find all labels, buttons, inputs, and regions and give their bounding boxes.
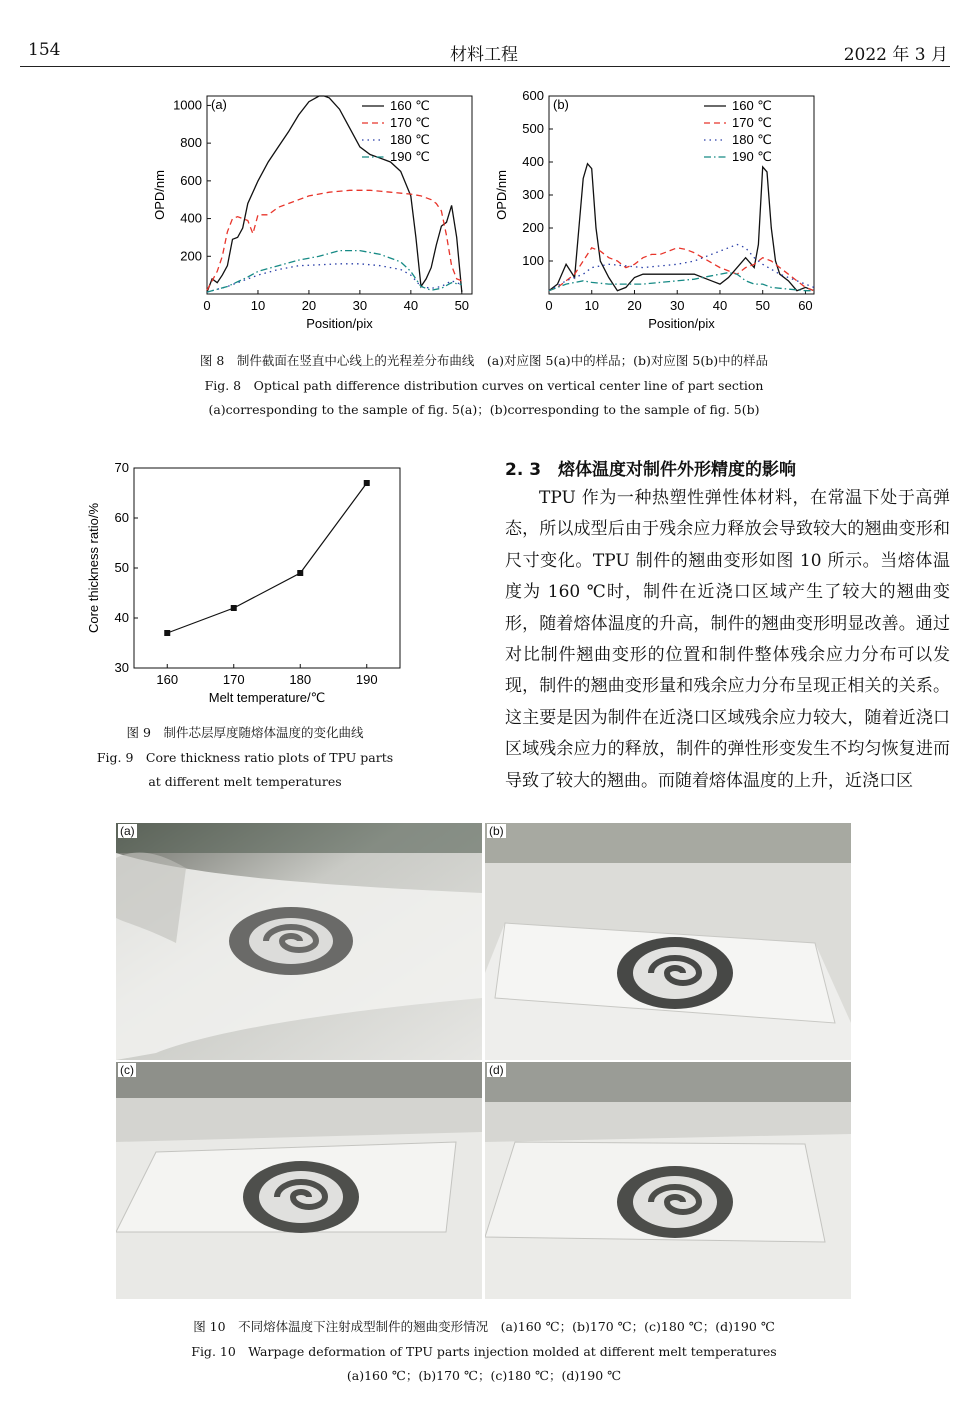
y-tick-label: 40 (114, 610, 129, 625)
y-tick-label: 200 (180, 248, 202, 264)
data-point (164, 630, 170, 636)
x-tick-label: 30 (352, 298, 368, 313)
x-tick-label: 50 (454, 298, 470, 313)
issue-date: 2022 年 3 月 (843, 45, 948, 65)
warped-part-photo-b (485, 823, 851, 1060)
legend-label: 170 ℃ (732, 115, 772, 130)
legend-label: 180 ℃ (390, 132, 430, 147)
fig10-photo-c (116, 1062, 482, 1299)
data-line (167, 483, 366, 633)
y-tick-label: 400 (522, 154, 544, 169)
data-point (297, 570, 303, 576)
x-tick-label: 40 (712, 298, 728, 313)
y-tick-label: 70 (114, 460, 129, 475)
fig10-photo-b (485, 823, 851, 1060)
y-tick-label: 300 (522, 187, 544, 202)
series-line-160 (549, 164, 814, 291)
x-tick-label: 10 (250, 298, 266, 313)
x-tick-label: 40 (403, 298, 419, 313)
legend-label: 170 ℃ (390, 115, 430, 130)
y-tick-label: 200 (522, 220, 544, 235)
fig8-caption-en-2: (a)corresponding to the sample of fig. 5(a)；(b)corresponding to the sample of fig. 5(b) (208, 402, 760, 417)
fig10-caption-en-1: Fig. 10 Warpage deformation of TPU parts injection molded at different melt temperatures (191, 1344, 777, 1359)
x-tick-label: 170 (222, 672, 245, 687)
fig10-photo-d (485, 1062, 851, 1299)
warped-part-photo-d (485, 1062, 851, 1299)
x-tick-label: 10 (584, 298, 599, 313)
series-line-190 (207, 251, 462, 293)
fig10-label-d: (d) (489, 1063, 504, 1077)
x-tick-label: 60 (798, 298, 813, 313)
fig8-caption-en-1: Fig. 8 Optical path difference distribution curves on vertical center line of part section (204, 378, 764, 393)
section-title: 2. 3 熔体温度对制件外形精度的影响 (505, 460, 797, 480)
x-tick-label: 20 (627, 298, 642, 313)
plot-frame (549, 96, 814, 294)
section-body (505, 483, 950, 797)
panel-label: (a) (211, 97, 227, 112)
fig10-label-c: (c) (120, 1063, 134, 1077)
y-tick-label: 600 (180, 172, 202, 188)
y-tick-label: 100 (522, 253, 544, 268)
plot-frame (134, 468, 400, 668)
x-tick-label: 0 (203, 298, 211, 313)
legend-label: 180 ℃ (732, 132, 772, 147)
fig10-caption-cn: 图 10 不同熔体温度下注射成型制件的翘曲变形情况 (a)160 ℃；(b)170 ℃；(c)180 ℃；(d)190 ℃ (193, 1319, 775, 1334)
fig10-caption-en-2: (a)160 ℃；(b)170 ℃；(c)180 ℃；(d)190 ℃ (346, 1368, 622, 1383)
data-point (364, 480, 370, 486)
y-tick-label: 50 (114, 560, 129, 575)
page-number: 154 (28, 40, 61, 60)
fig9-chart (82, 456, 412, 716)
journal-title: 材料工程 (450, 45, 518, 65)
x-tick-label: 30 (669, 298, 685, 313)
fig10-label-b: (b) (489, 824, 504, 838)
x-axis-label: Position/pix (306, 316, 373, 331)
x-tick-label: 0 (545, 298, 553, 313)
fig9-caption-en-1: Fig. 9 Core thickness ratio plots of TPU parts (96, 750, 394, 765)
x-tick-label: 20 (301, 298, 317, 313)
y-axis-label: OPD/nm (494, 170, 509, 220)
y-tick-label: 30 (114, 660, 129, 675)
y-tick-label: 400 (180, 210, 202, 226)
legend-label: 190 ℃ (390, 149, 430, 164)
fig8a-chart (150, 88, 480, 348)
y-tick-label: 800 (180, 135, 202, 151)
fig8-caption-cn: 图 8 制件截面在竖直中心线上的光程差分布曲线 (a)对应图 5(a)中的样品；(b)对应图 5(b)中的样品 (199, 353, 769, 368)
y-tick-label: 500 (522, 121, 544, 136)
x-axis-label: Melt temperature/℃ (208, 690, 326, 705)
fig10-label-a: (a) (120, 824, 135, 838)
fig8b-chart (492, 88, 822, 348)
data-point (231, 605, 237, 611)
x-tick-label: 190 (355, 672, 378, 687)
y-tick-label: 600 (522, 88, 544, 103)
legend-label: 160 ℃ (390, 98, 430, 113)
panel-label: (b) (553, 97, 569, 112)
y-tick-label: 60 (114, 510, 129, 525)
section-paragraph: TPU 作为一种热塑性弹性体材料，在常温下处于高弹态，所以成型后由于残余应力释放会导致较大的翘曲变形和尺寸变化。TPU 制件的翘曲变形如图 10 所示。当熔体温度为 160 ℃时，制件在近浇口区域产生了较大的翘曲变形，随着熔体温度的升高，制件的翘曲变形明显改善。通过对比制件翘曲变形的位置和制件整体残余应力分布可以发现，制件的翘曲变形量和残余应力分布呈现正相关的关系。这主要是因为制件在近浇口区域残余应力较大，随着近浇口区域残余应力的释放，制件的弹性形变发生不均匀恢复进而导致了较大的翘曲。而随着熔体温度的上升，近浇口区 (505, 488, 950, 791)
y-axis-label: OPD/nm (152, 170, 167, 220)
x-axis-label: Position/pix (648, 316, 715, 331)
y-axis-label: Core thickness ratio/% (86, 502, 101, 634)
series-line-190 (549, 273, 814, 291)
y-tick-label: 1000 (173, 97, 202, 113)
legend-label: 160 ℃ (732, 98, 772, 113)
warped-part-photo-c (116, 1062, 482, 1299)
x-tick-label: 50 (755, 298, 770, 313)
x-tick-label: 160 (156, 672, 179, 687)
fig9-caption-cn: 图 9 制件芯层厚度随熔体温度的变化曲线 (126, 725, 364, 740)
legend-label: 190 ℃ (732, 149, 772, 164)
fig9-caption-en-2: at different melt temperatures (148, 774, 342, 789)
header-rule (20, 66, 950, 67)
warped-part-photo-a (116, 823, 482, 1060)
x-tick-label: 180 (289, 672, 312, 687)
series-line-170 (207, 190, 462, 290)
fig10-photo-a (116, 823, 482, 1060)
